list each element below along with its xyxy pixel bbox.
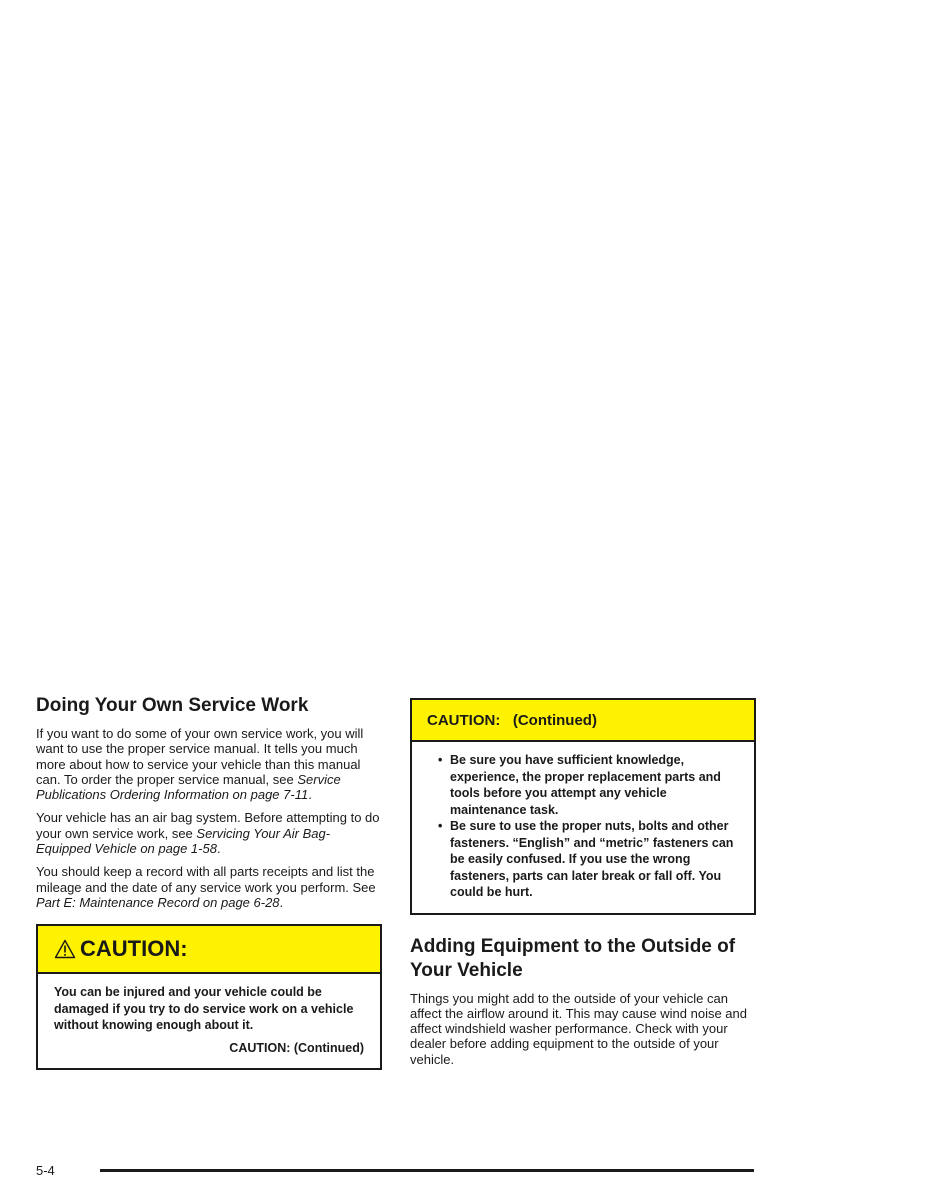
section-heading-adding-equipment: Adding Equipment to the Outside of Your Vehicle xyxy=(410,935,736,981)
caution-text: You can be injured and your vehicle could be damaged if you try to do service work on a vehicle without knowing enough about it. xyxy=(54,985,354,1033)
paragraph-air-bag xyxy=(36,810,382,856)
caution-continued-label: CAUTION: (Continued) xyxy=(229,1040,364,1055)
paragraph-record xyxy=(36,864,382,910)
paragraph-text: Your vehicle has an air bag system. Before attempting to do your own service work, see xyxy=(36,810,380,841)
list-item: • Be sure you have sufficient knowledge, experience, the proper replacement parts and tools before you attempt any vehicle maintenance task. xyxy=(436,752,738,818)
caution-header xyxy=(38,926,380,974)
caution-box xyxy=(36,924,382,1070)
caution-title: CAUTION: xyxy=(80,936,188,962)
caution-continued-box xyxy=(410,698,756,915)
section-heading-own-service: Doing Your Own Service Work xyxy=(36,695,309,716)
warning-triangle-icon xyxy=(54,939,76,959)
caution-bullet-list xyxy=(436,752,738,901)
caution-header xyxy=(412,700,754,742)
left-column xyxy=(36,694,382,1070)
footer-rule xyxy=(100,1169,754,1172)
cross-reference-link[interactable]: Service Publications Ordering Information on page 7-11 xyxy=(36,771,341,803)
cross-reference-link[interactable]: Part E: Maintenance Record on page 6-28 xyxy=(36,894,280,910)
paragraph-end: . xyxy=(279,894,284,910)
caution-body xyxy=(412,742,754,913)
paragraph-end: . xyxy=(308,787,312,803)
paragraph-text: You should keep a record with all parts receipts and list the mileage and the date of any service work you perform. See xyxy=(36,864,376,895)
caution-body xyxy=(38,974,380,1068)
right-column xyxy=(410,698,756,1075)
list-item: • Be sure to use the proper nuts, bolts and other fasteners. “English” and “metric” fasteners can be easily confused. If you use the wrong fasteners, parts can later break or fall off. You could be hurt. xyxy=(436,818,738,901)
paragraph-adding-equipment: Things you might add to the outside of your vehicle can affect the airflow around it. This may cause wind noise and affect windshield washer performance. Check with your dealer before adding equipment to the outside of your vehicle. xyxy=(410,990,747,1067)
cross-reference-link[interactable]: Servicing Your Air Bag-Equipped Vehicle on page 1-58 xyxy=(36,825,331,857)
paragraph-end: . xyxy=(216,841,221,857)
paragraph-service-manual xyxy=(36,726,382,802)
page-number: 5-4 xyxy=(36,1163,55,1178)
paragraph-text: If you want to do some of your own service work, you will want to use the proper service manual. It tells you much more about how to service your vehicle than this manual can. To order the proper service manual, see xyxy=(36,726,364,787)
caution-title: CAUTION: (Continued) xyxy=(427,711,597,729)
